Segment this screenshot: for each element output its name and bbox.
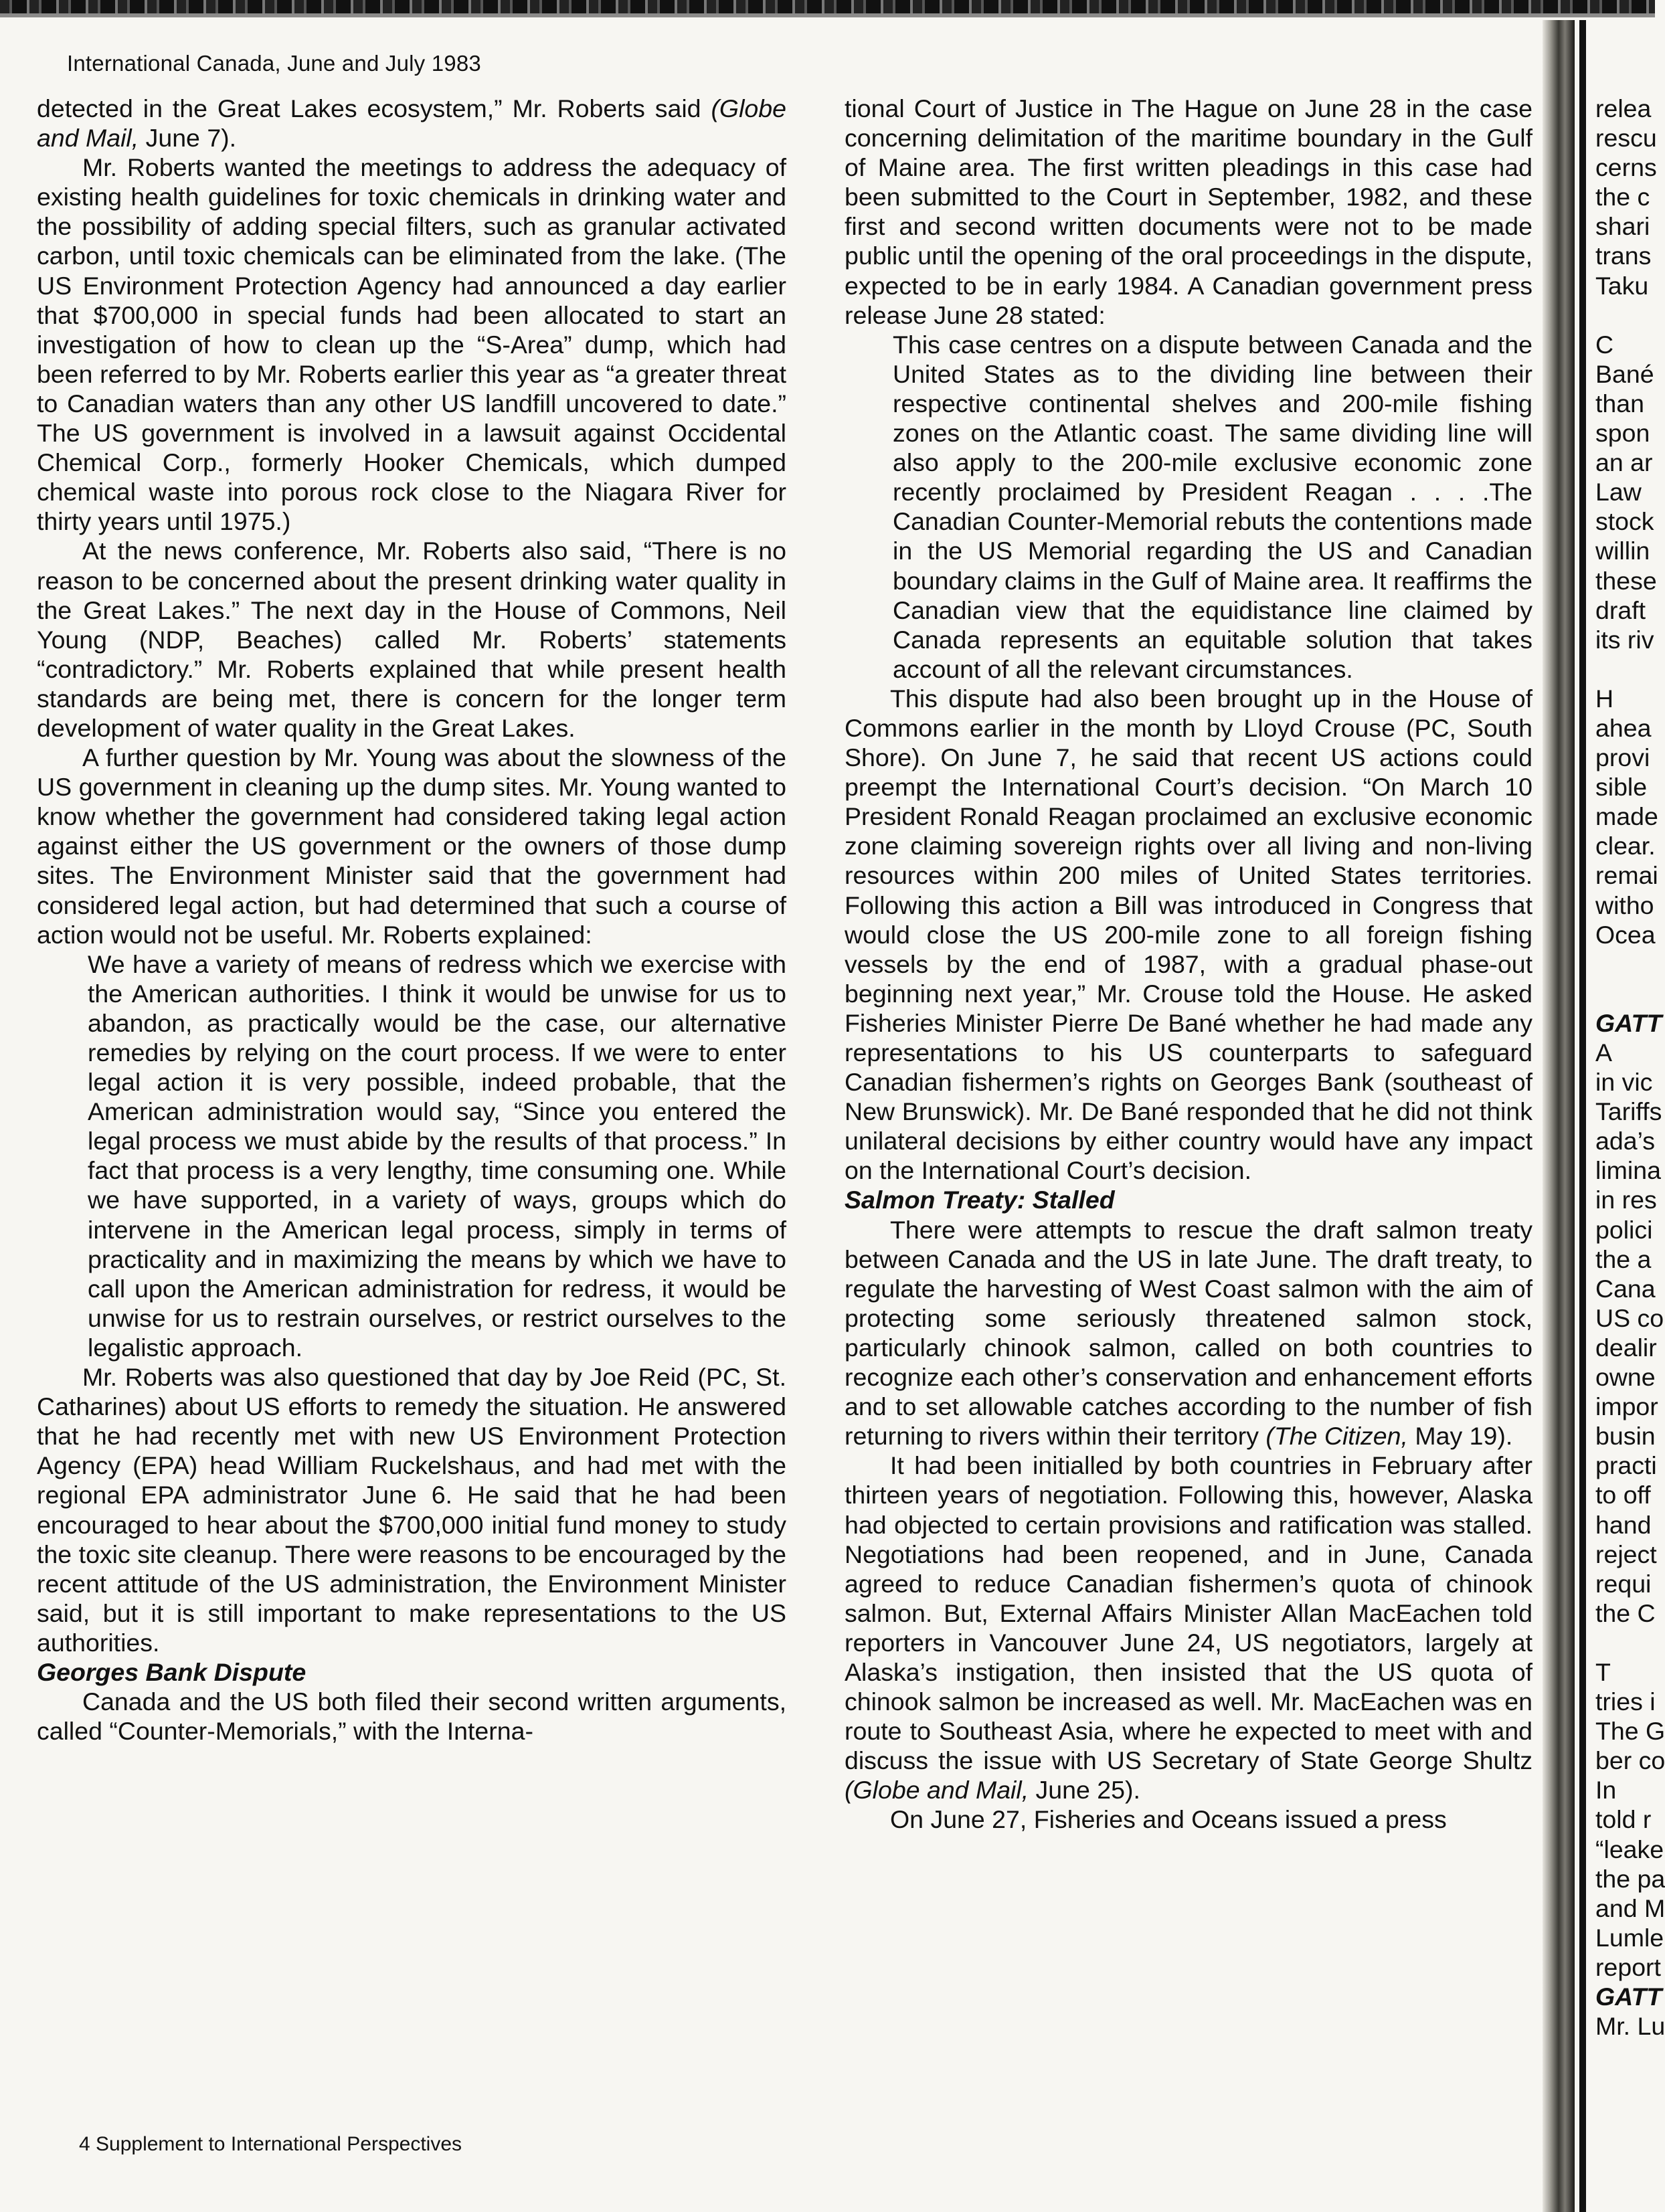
cropped-line: the C xyxy=(1595,1598,1656,1627)
cropped-line: Lumle xyxy=(1595,1923,1664,1952)
paragraph: A further question by Mr. Young was about the slowness of the US government in cleaning up the dump sites. Mr. Young wanted to know whether the government had considered taking legal action against either the US government or the owners of those dump sites. The Environment Minister said that the government had considered legal action, but had determined that such a course of action would not be useful. Mr. Roberts explained: xyxy=(37,743,786,949)
page-binding-edge xyxy=(1579,20,1586,2212)
cropped-line: in vic xyxy=(1595,1068,1653,1097)
cropped-line: In xyxy=(1595,1776,1617,1805)
cropped-line: Mr. Lu xyxy=(1595,2012,1665,2041)
cropped-line: busin xyxy=(1595,1422,1656,1451)
cropped-line: impor xyxy=(1595,1392,1658,1421)
paragraph: Canada and the US both filed their second written arguments, called “Counter-Memorials,” with the Interna- xyxy=(37,1687,786,1746)
cropped-line: spon xyxy=(1595,419,1650,448)
cropped-line: dealir xyxy=(1595,1333,1657,1362)
cropped-line: sible xyxy=(1595,773,1648,802)
cropped-line xyxy=(1595,654,1655,684)
cropped-line: limina xyxy=(1595,1156,1661,1185)
cropped-line: Ocea xyxy=(1595,920,1656,949)
cropped-line: C xyxy=(1595,330,1614,359)
cropped-line: an ar xyxy=(1595,448,1653,477)
paragraph: Mr. Roberts was also questioned that day by Joe Reid (PC, St. Catharines) about US efforts to remedy the situation. He answered that he had recently met with new US Environment Protection Agency (EPA) head William Ruckelshaus, and had met with the regional EPA administrator June 6. He said that he had been encouraged to hear about the $700,000 initial fund money to study the toxic site cleanup. There were reasons to be encouraged by the recent attitude of the US administration, the Environment Minister said, but it is still important to make representations to the US authorities. xyxy=(37,1363,786,1657)
cropped-line: these xyxy=(1595,566,1657,595)
section-heading: Salmon Treaty: Stalled xyxy=(845,1186,1115,1214)
cropped-line: H xyxy=(1595,684,1614,713)
cropped-line: made xyxy=(1595,802,1658,831)
cropped-line: told r xyxy=(1595,1805,1652,1834)
cropped-line: witho xyxy=(1595,891,1654,919)
paragraph: On June 27, Fisheries and Oceans issued a press xyxy=(890,1805,1447,1834)
block-quote: This case centres on a dispute between Canada and the United States as to the dividing line between their respective continental shelves and 200-mile fishing zones on the Atlantic coast. The same dividing line will also apply to the 200-mile exclusive economic zone recently proclaimed by President Reagan . . . .The Canadian Counter-Memorial rebuts the contentions made in the US Memorial regarding the US and Canadian boundary claims in the Gulf of Maine area. It reaffirms the Canadian view that the equidistance line claimed by Canada represents an equitable solution that takes account of all the relevant circumstances. xyxy=(893,330,1532,683)
scan-top-edge xyxy=(0,0,1655,13)
cropped-line: Tariffs xyxy=(1595,1097,1662,1126)
cropped-line: the c xyxy=(1595,183,1650,211)
citation: (The Citizen, xyxy=(1265,1422,1408,1451)
cropped-line: GATT xyxy=(1595,1983,1662,2011)
page-footer: 4 Supplement to International Perspectives xyxy=(79,2133,462,2155)
cropped-line: polici xyxy=(1595,1215,1653,1244)
cropped-line: reject xyxy=(1595,1540,1657,1568)
cropped-line: ada’s xyxy=(1595,1127,1655,1156)
paragraph: At the news conference, Mr. Roberts also said, “There is no reason to be concerned about the present drinking water quality in the Great Lakes.” The next day in the House of Commons, Neil Young (NDP, Beaches) called Mr. Roberts’ statements “contradictory.” Mr. Roberts explained that while present health standards are being met, there is concern for the longer term development of water quality in the Great Lakes. xyxy=(37,537,786,742)
column-left xyxy=(37,94,786,1746)
cropped-line: in res xyxy=(1595,1186,1657,1214)
cropped-line xyxy=(1595,300,1655,330)
paragraph: This dispute had also been brought up in the House of Commons earlier in the month by Lloyd Crouse (PC, South Shore). On June 7, he said that recent US actions could preempt the International Court’s decision. “On March 10 President Ronald Reagan proclaimed an exclusive economic zone claiming sovereign rights over all living and non-living resources within 200 miles of United States territories. Following this action a Bill was introduced in Congress that would close the US 200-mile zone to all foreign fishing vessels by the end of 1987, with a gradual phase-out beginning next year,” Mr. Crouse told the House. He asked Fisheries Minister Pierre De Bané whether he had made any representations to his US counterparts to safeguard Canadian fishermen’s rights on Georges Bank (southeast of New Brunswick). Mr. De Bané responded that he did not think unilateral decisions by either country would have any impact on the International Court’s decision. xyxy=(845,684,1532,1185)
cropped-line: report xyxy=(1595,1952,1661,1981)
paragraph: Mr. Roberts wanted the meetings to address the adequacy of existing health guidelines for toxic chemicals in drinking water and the possibility of adding special filters, such as granular activated carbon, until toxic chemicals can be eliminated from the lake. (The US Environment Protection Agency had announced a day earlier that $700,000 in special funds had been allocated to start an investigation of how to clean up the “S-Area” dump, which had been referred to by Mr. Roberts earlier this year as “a greater threat to Canadian waters than any other US landfill uncovered to date.” The US government is involved in a lawsuit against Occidental Chemical Corp., formerly Hooker Chemicals, which dumped chemical waste into porous rock close to the Niagara River for thirty years until 1975.) xyxy=(37,153,786,536)
block-quote: We have a variety of means of redress which we exercise with the American authorities. I think it would be unwise for us to abandon, as practically would be the case, our alternative remedies by relying on the court process. If we were to enter legal action it is very possible, indeed probable, that the American administration would say, “Since you entered the legal process we must abide by the results of that process.” In fact that process is a very lengthy, time consuming one. While we have supported, in a variety of ways, groups which do intervene in the American legal process, simply in terms of practicality and in maximizing the means by which we have to call upon the American administration for redress, it would be unwise for us to restrain ourselves, or restrict ourselves to the legalistic approach. xyxy=(88,949,786,1362)
running-head: International Canada, June and July 1983 xyxy=(67,51,481,76)
scan-top-edge-shadow xyxy=(0,13,1655,17)
citation: (Globe and Mail, xyxy=(845,1776,1029,1805)
cropped-line: “leake xyxy=(1595,1835,1664,1863)
cropped-line: A xyxy=(1595,1038,1613,1067)
column-middle xyxy=(845,94,1532,1835)
cropped-line: willin xyxy=(1595,537,1650,565)
cropped-line: and M xyxy=(1595,1894,1665,1922)
cropped-line: to off xyxy=(1595,1481,1651,1509)
cropped-line: tries i xyxy=(1595,1687,1656,1716)
cropped-line: the a xyxy=(1595,1245,1652,1273)
cropped-line: GATT xyxy=(1595,1008,1662,1037)
cropped-line: Law xyxy=(1595,478,1642,506)
cropped-line: practi xyxy=(1595,1451,1657,1480)
section-heading: Georges Bank Dispute xyxy=(37,1657,306,1686)
cropped-line: T xyxy=(1595,1657,1611,1686)
paragraph: It had been initialled by both countries in February after thirteen years of negotiation. Following this, however, Alaska had objected to certain provisions and ratification was stalled. Negotiations had been reopened, and in June, Canada agreed to reduce Canadian fishermen’s quota of chinook salmon. But, External Affairs Minister Allan MacEachen told reporters in Vancouver June 24, US negotiators, largely at Alaska’s instigation, then insisted that the US quota of chinook salmon be increased as well. Mr. MacEachen was en route to Southeast Asia, where he expected to meet with and discuss the issue with US Secretary of State George Shultz (Globe and Mail, June 25). xyxy=(845,1451,1532,1805)
cropped-line: Taku xyxy=(1595,271,1649,300)
cropped-line: draft xyxy=(1595,595,1646,624)
paragraph: detected in the Great Lakes ecosystem,” Mr. Roberts said (Globe and Mail, June 7). xyxy=(37,94,786,153)
cropped-line: rescu xyxy=(1595,124,1657,153)
cropped-line: ahea xyxy=(1595,713,1652,742)
cropped-line: than xyxy=(1595,389,1644,418)
cropped-line: relea xyxy=(1595,94,1652,122)
cropped-line: ber co xyxy=(1595,1746,1665,1775)
paragraph: There were attempts to rescue the draft salmon treaty between Canada and the US in late June. The draft treaty, to regulate the harvesting of West Coast salmon with the aim of protecting some seriously threatened salmon stock, particularly chinook salmon, called on both countries to recognize each other’s conservation and enhancement efforts and to set allowable catches according to the number of fish returning to rivers within their territory (The Citizen, May 19). xyxy=(845,1215,1532,1451)
cropped-line: shari xyxy=(1595,212,1650,241)
cropped-line: requi xyxy=(1595,1569,1652,1598)
cropped-line: its riv xyxy=(1595,625,1654,654)
cropped-line xyxy=(1595,949,1655,979)
cropped-line: owne xyxy=(1595,1363,1656,1392)
cropped-line: cerns xyxy=(1595,153,1657,182)
cropped-line: clear. xyxy=(1595,832,1656,860)
paragraph: tional Court of Justice in The Hague on June 28 in the case concerning delimitation of the maritime boundary in the Gulf of Maine area. The first written pleadings in this case had been submitted to the Court in September, 1982, and these first and second written documents were not to be made public until the opening of the oral proceedings in the dispute, expected to be in early 1984. A Canadian government press release June 28 stated: xyxy=(845,94,1532,329)
cropped-line: remai xyxy=(1595,861,1658,890)
cropped-line: US co xyxy=(1595,1303,1664,1332)
cropped-line: The G xyxy=(1595,1717,1665,1746)
cropped-line: trans xyxy=(1595,242,1652,270)
cropped-line xyxy=(1595,1628,1655,1657)
cropped-line: stock xyxy=(1595,507,1654,536)
cropped-line xyxy=(1595,979,1655,1008)
cropped-line: Bané xyxy=(1595,359,1654,388)
cropped-line: provi xyxy=(1595,743,1650,772)
citation: (Globe and Mail, xyxy=(37,94,786,153)
cropped-line: the pa xyxy=(1595,1864,1665,1893)
page-binding-gutter xyxy=(1543,20,1575,2212)
column-right-cropped xyxy=(1595,94,1665,2201)
cropped-line: hand xyxy=(1595,1510,1652,1539)
cropped-line: Cana xyxy=(1595,1274,1656,1303)
